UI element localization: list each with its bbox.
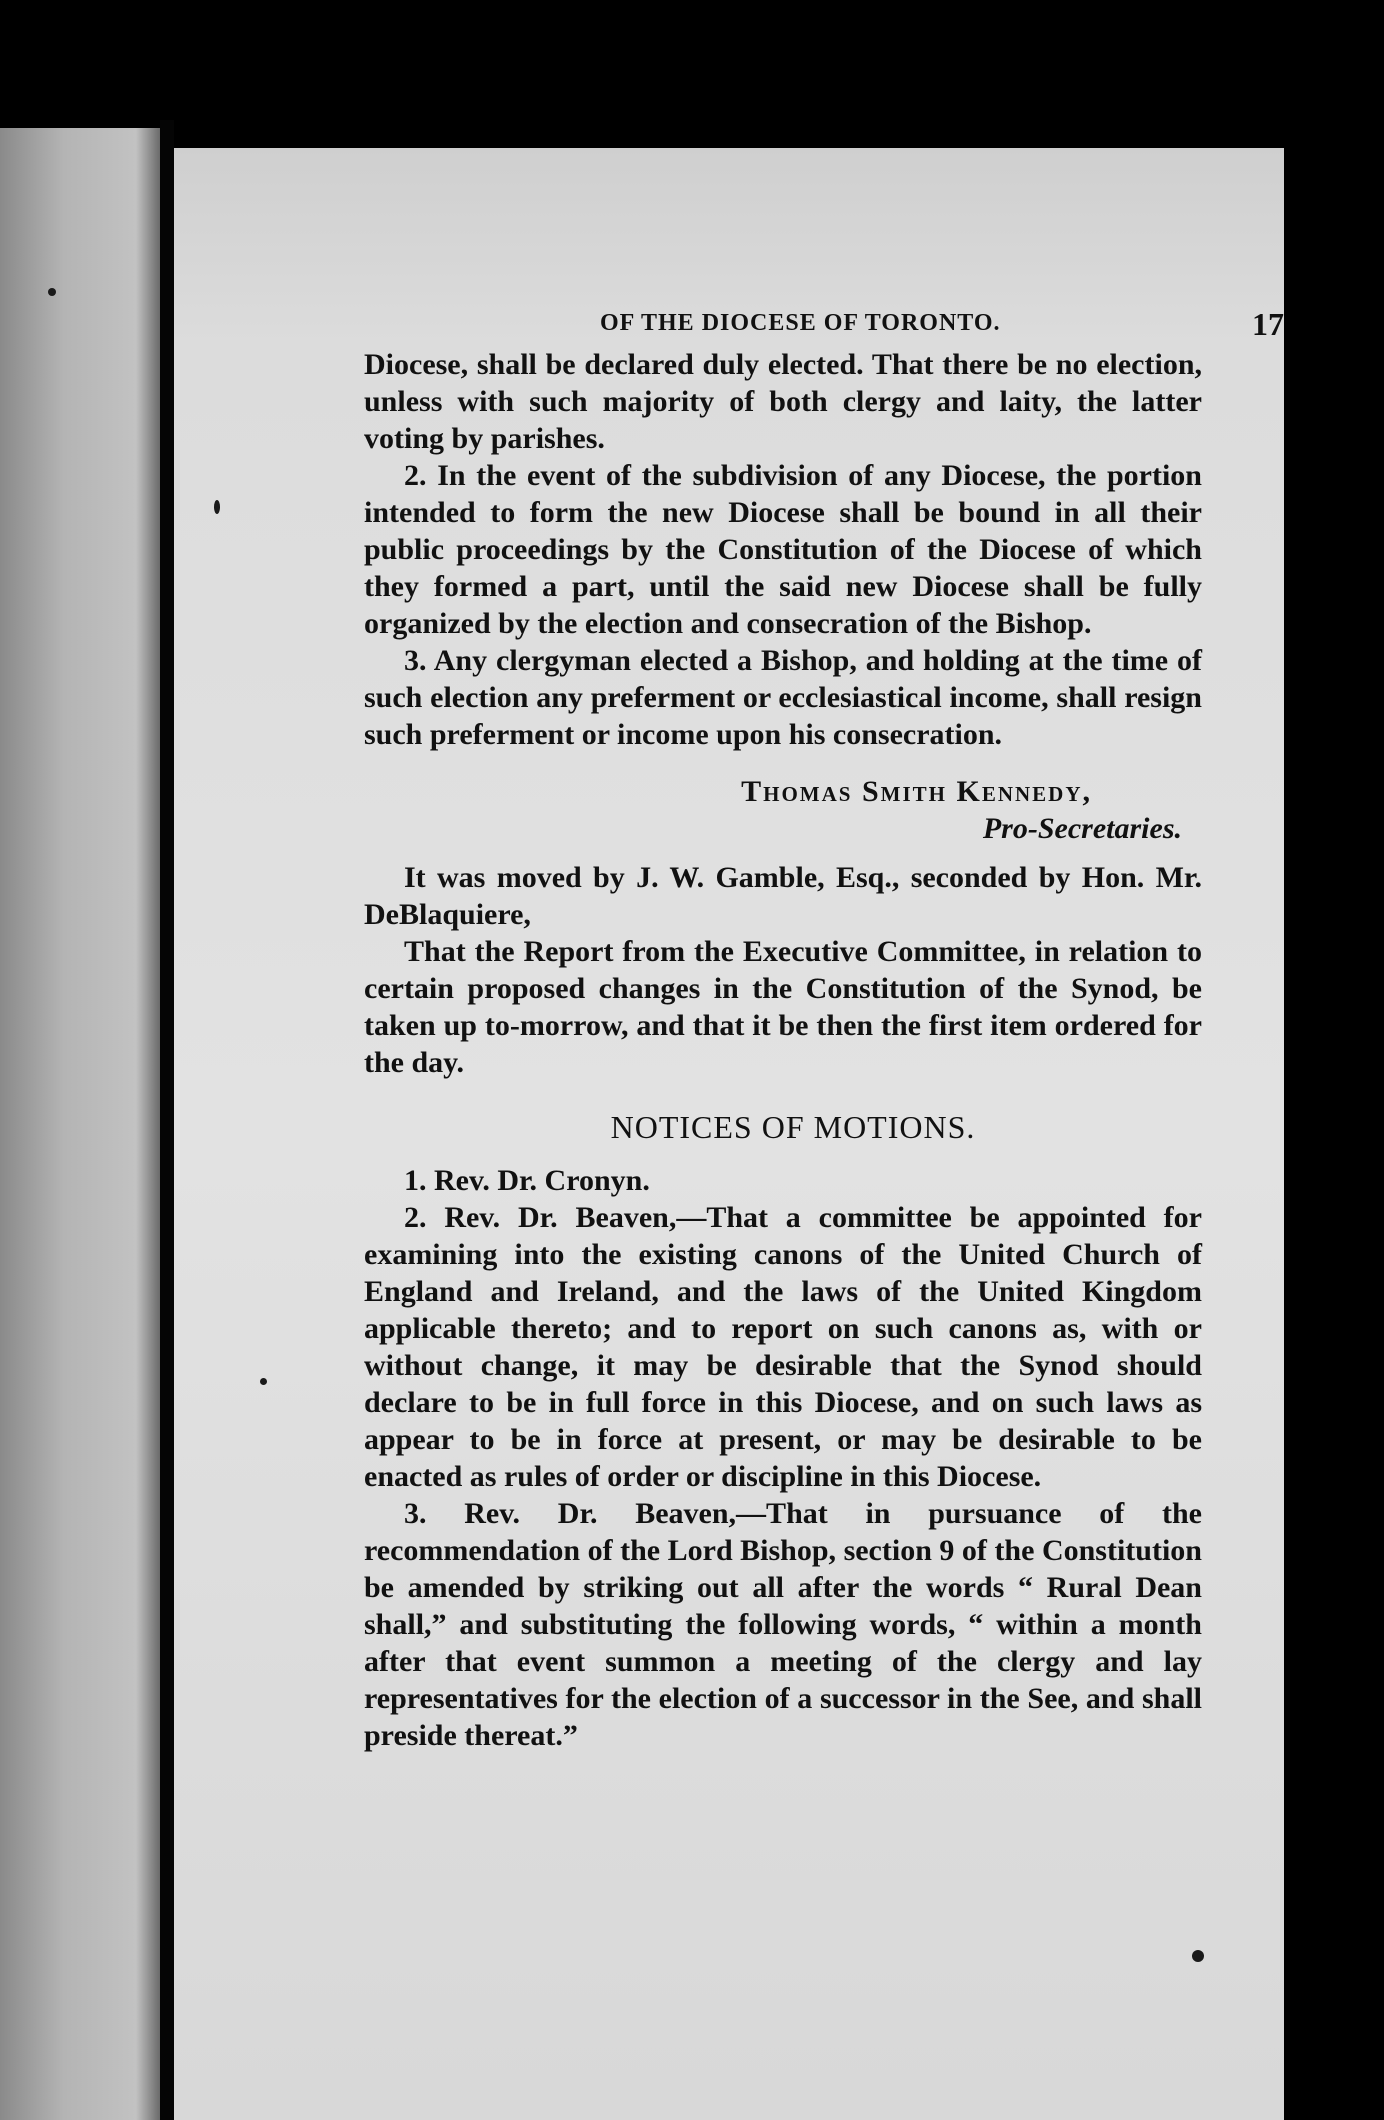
paragraph-continuation: Diocese, shall be declared duly elected. That there be no election, unless with such majority of both clergy and laity, the latter voting by parishes. [364, 348, 1202, 455]
body-text [364, 346, 1202, 1754]
ink-spot [214, 500, 220, 514]
motion-block [364, 859, 1202, 1081]
page-header [174, 306, 1284, 346]
notice-item: 3. Rev. Dr. Beaven,—That in pursuance of the recommendation of the Lord Bishop, section 9 of the Constitution be amended by striking out all after the words “ Rural Dean shall,” and substituting the following words, “ within a month after that event summon a meeting of the clergy and lay representatives for the election of a successor in the See, and shall preside thereat.” [364, 1497, 1202, 1752]
page-number: 17 [1252, 306, 1284, 342]
page-17 [174, 148, 1284, 2120]
motion-moved: It was moved by J. W. Gamble, Esq., seconded by Hon. Mr. DeBlaquiere, [364, 861, 1202, 931]
paragraph-section-3: 3. Any clergyman elected a Bishop, and holding at the time of such election any preferment or ecclesiastical income, shall resign such preferment or income upon his consecration. [364, 644, 1202, 751]
signature-role: Pro-Secretaries. [982, 812, 1182, 845]
notice-item: 2. Rev. Dr. Beaven,—That a committee be appointed for examining into the existing canons of the United Church of England and Ireland, and the laws of the United Kingdom applicable thereto; and to report on such canons as, with or without change, it may be desirable that the Synod should declare to be in full force in this Diocese, and on such laws as appear to be in force at present, or may be desirable to be enacted as rules of order or discipline in this Diocese. [364, 1201, 1202, 1493]
notices-heading: NOTICES OF MOTIONS. [610, 1109, 976, 1145]
signature-names: Thomas Smith Kennedy, [741, 775, 1092, 808]
signature-block [364, 773, 1202, 847]
ink-spot [1192, 1950, 1204, 1962]
motion-resolution: That the Report from the Executive Committee, in relation to certain proposed changes in the Constitution of the Synod, be taken up to-morrow, and that it be then the first item ordered for the day. [364, 935, 1202, 1079]
book-gutter [160, 120, 174, 2120]
facing-page-edge [0, 128, 160, 2120]
ink-spot [260, 1378, 267, 1385]
ink-spot [48, 288, 56, 296]
running-head: OF THE DIOCESE OF TORONTO. [600, 310, 1001, 336]
paragraph-section-2: 2. In the event of the subdivision of any Diocese, the portion intended to form the new Diocese shall be bound in all their public proceedings by the Constitution of the Diocese of which they formed a part, until the said new Diocese shall be fully organized by the election and consecration of the Bishop. [364, 459, 1202, 640]
notice-item: 1. Rev. Dr. Cronyn. [404, 1164, 650, 1197]
